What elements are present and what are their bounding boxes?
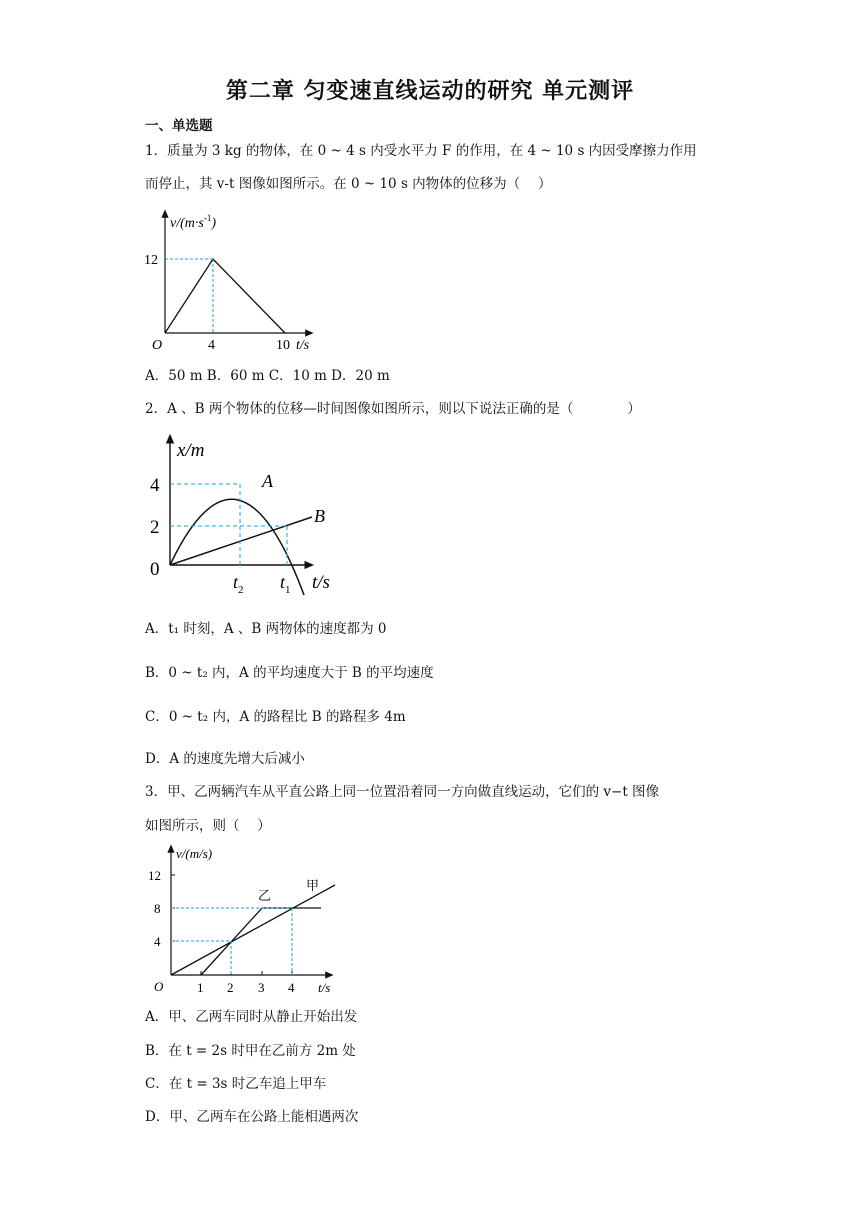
q3-label-jia: 甲 (306, 878, 320, 893)
q3-vt-graph (140, 840, 350, 1000)
q1-velocity-line (165, 259, 285, 333)
q2-option-c: C．0 ~ t₂ 内，A 的路程比 B 的路程多 4m (145, 709, 406, 725)
q3-xlabel: t/s (318, 980, 331, 995)
q3-xtick-2: 2 (227, 980, 234, 995)
q2-label-b: B (314, 506, 325, 526)
q1-stem-line1: 1．质量为 3 kg 的物体，在 0 ~ 4 s 内受水平力 F 的作用，在 4 ~ 10 s 内因受摩擦力作用 (145, 143, 697, 159)
q3-stem-line2: 如图所示，则（ ） (145, 818, 271, 834)
q1-xtick-4: 4 (208, 338, 215, 353)
q2-option-d: D．A 的速度先增大后减小 (145, 751, 305, 767)
q2-ylabel: x/m (177, 440, 205, 461)
q1-vt-graph (140, 205, 330, 355)
q2-origin: 0 (150, 559, 160, 580)
q2-ytick-4: 4 (150, 475, 160, 496)
q1-options: A．50 m B．60 m C．10 m D．20 m (145, 368, 390, 384)
q3-stem-line1: 3．甲、乙两辆汽车从平直公路上同一位置沿着同一方向做直线运动，它们的 v−t 图像 (145, 784, 660, 800)
q3-label-yi: 乙 (258, 888, 272, 903)
q3-option-c: C．在 t = 3s 时乙车追上甲车 (145, 1076, 327, 1092)
q1-xlabel: t/s (296, 338, 310, 353)
q3-ylabel: v/(m/s) (176, 846, 213, 861)
q2-xtick-t2: $t_2$ (233, 572, 244, 596)
q2-option-b: B．0 ~ t₂ 内，A 的平均速度大于 B 的平均速度 (145, 665, 434, 681)
q2-ytick-2: 2 (150, 517, 160, 538)
q3-origin: O (154, 979, 164, 994)
q1-ytick-12: 12 (144, 253, 158, 268)
q3-xtick-4: 4 (288, 980, 295, 995)
page-title: 第二章 匀变速直线运动的研究 单元测评 (225, 78, 635, 104)
q3-xtick-1: 1 (197, 980, 204, 995)
q3-option-a: A．甲、乙两车同时从静止开始出发 (145, 1009, 358, 1025)
q1-xtick-10: 10 (276, 338, 290, 353)
q1-ylabel: $v/(m\cdot s^{-1})$ (170, 213, 216, 231)
q3-ytick-12: 12 (148, 868, 161, 883)
q2-line-b (170, 517, 312, 565)
q3-xtick-3: 3 (258, 980, 265, 995)
q2-label-a: A (262, 471, 273, 491)
q2-xtick-t1: $t_1$ (280, 572, 291, 596)
section-heading: 一、单选题 (145, 118, 213, 134)
q2-stem: 2．A 、B 两个物体的位移—时间图像如图所示，则以下说法正确的是（ ） (145, 401, 641, 417)
q2-xlabel: t/s (312, 572, 330, 593)
q3-ytick-8: 8 (154, 901, 161, 916)
q1-origin: O (152, 338, 163, 353)
q3-ytick-4: 4 (154, 934, 161, 949)
q3-option-b: B．在 t = 2s 时甲在乙前方 2m 处 (145, 1043, 356, 1059)
q1-stem-line2: 而停止，其 v-t 图像如图所示。在 0 ~ 10 s 内物体的位移为（ ） (145, 176, 552, 192)
q2-xt-graph (140, 430, 370, 600)
q3-option-d: D．甲、乙两车在公路上能相遇两次 (145, 1109, 359, 1125)
q2-option-a: A．t₁ 时刻，A 、B 两物体的速度都为 0 (145, 621, 387, 637)
q3-line-jia (171, 885, 335, 975)
